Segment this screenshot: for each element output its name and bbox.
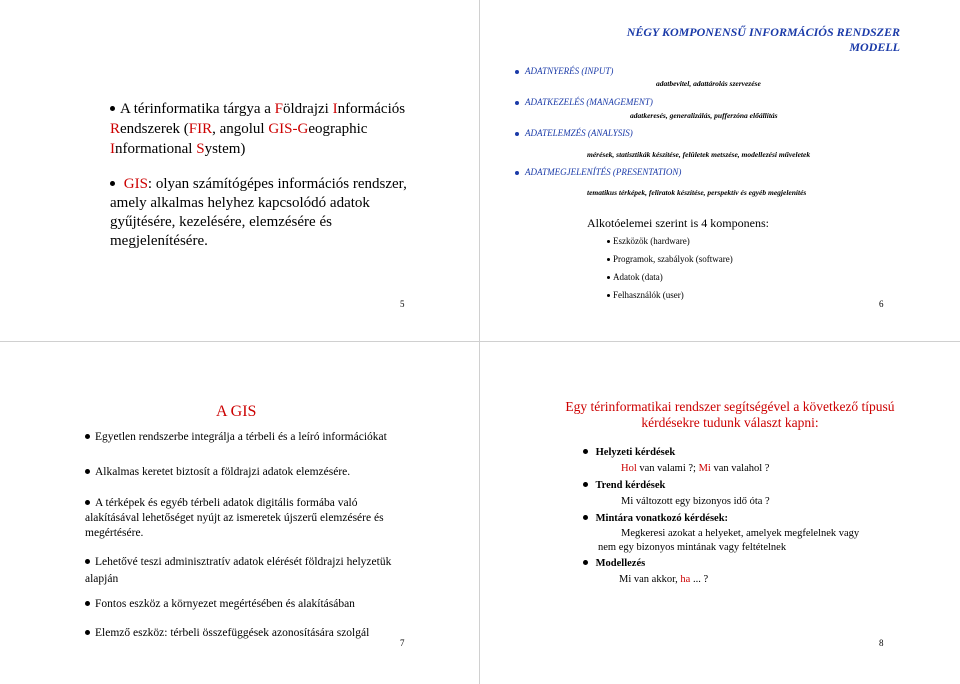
text: A térképek és egyéb térbeli adatok digitális formába való: [95, 497, 358, 509]
text: alakításával lehetőséget nyújt az ismeretek újszerű elemzésére és: [85, 512, 384, 524]
text: ystem): [204, 141, 246, 157]
slide7-bullet-1: [85, 431, 387, 443]
text: Egyetlen rendszerbe integrálja a térbeli és a leíró információkat: [95, 431, 387, 443]
bullet-icon: [607, 294, 610, 297]
slide7-bullet-3: [85, 496, 384, 541]
slide8-q2-heading: [583, 480, 665, 491]
bullet-icon: [607, 240, 610, 243]
slide7-bullet-5: [85, 598, 355, 610]
slide6-component-2: [607, 254, 733, 264]
slide7-bullet-6: [85, 627, 369, 639]
slide8-q3-text-2: nem egy bizonyos mintának vagy feltételnek: [598, 542, 787, 553]
bullet-icon: [583, 515, 588, 520]
bullet-icon: [583, 482, 588, 487]
slide6-item-1: [515, 66, 613, 76]
bullet-icon: [85, 630, 90, 635]
bullet-icon: [85, 500, 90, 505]
slide8-title: [540, 399, 920, 431]
text: : olyan számítógépes információs rendszer,: [147, 176, 407, 192]
slide6-item-3: [515, 128, 633, 138]
text: Alkalmas keretet biztosít a földrajzi adatok elemzésére.: [95, 466, 351, 478]
page-number: 8: [879, 638, 884, 648]
text: GIS-G: [268, 121, 309, 137]
slide6-component-1: [607, 236, 690, 246]
text: nformációs: [337, 101, 406, 117]
slide7-bullet-2: [85, 466, 350, 478]
bullet-icon: [110, 181, 115, 186]
text: Fontos eszköz a környezet megértésében és alakításában: [95, 598, 355, 610]
slide5-bullet-2: [110, 175, 470, 251]
slide8-q3-heading: [583, 513, 728, 524]
text: eographic: [308, 121, 368, 137]
slide7-title: A GIS: [216, 403, 257, 420]
text: ADATELEMZÉS (ANALYSIS): [525, 128, 633, 138]
text: ADATKEZELÉS (MANAGEMENT): [525, 97, 653, 107]
text: alapján: [85, 573, 119, 585]
slide6-item-4-desc: tematikus térképek, feliratok készítése, perspektív és egyéb megjelenítés: [587, 188, 807, 197]
slide-5: [0, 0, 479, 341]
slide6-component-3: [607, 272, 663, 282]
text: megjelenítésére.: [110, 233, 208, 249]
text: Adatok (data): [613, 272, 663, 282]
text: Programok, szabályok (software): [613, 254, 733, 264]
slide8-q3-text-1: Megkeresi azokat a helyeket, amelyek megfelelnek vagy: [621, 528, 860, 539]
text: Trend kérdések: [595, 480, 666, 491]
text: S: [196, 141, 205, 157]
text: F: [274, 101, 284, 117]
text: van valahol ?: [710, 463, 770, 474]
text: ADATMEGJELENÍTÉS (PRESENTATION): [525, 167, 682, 177]
text: Egy térinformatikai rendszer segítségével a következő típusú: [565, 399, 895, 414]
bullet-icon: [515, 70, 519, 74]
text: I: [110, 141, 115, 157]
text: I: [332, 101, 338, 117]
slide6-component-4: [607, 290, 684, 300]
page-number: 6: [879, 299, 884, 309]
slide-8: [480, 342, 960, 684]
text: Mi: [698, 463, 711, 474]
bullet-icon: [85, 469, 90, 474]
bullet-icon: [607, 258, 610, 261]
slide8-q4-text: [619, 574, 708, 585]
text: FIR: [188, 121, 213, 137]
text: GIS: [123, 176, 148, 192]
slide8-q4-heading: [583, 558, 645, 569]
bullet-icon: [515, 101, 519, 105]
slide8-q1-text: [621, 463, 769, 474]
bullet-icon: [85, 601, 90, 606]
text: Modellezés: [595, 558, 646, 569]
slide6-components-title: Alkotóelemei szerint is 4 komponens:: [587, 216, 769, 230]
text: megértésére.: [85, 527, 144, 539]
bullet-icon: [583, 560, 588, 565]
text: gyűjtésére, kezelésére, elemzésére és: [110, 214, 332, 230]
slide6-item-2: [515, 97, 653, 107]
text: Elemző eszköz: térbeli összefüggések azonosítására szolgál: [95, 627, 370, 639]
text: NÉGY KOMPONENSŰ INFORMÁCIÓS RENDSZER: [626, 25, 900, 39]
text: kérdésekre tudunk választ kapni:: [641, 415, 819, 430]
bullet-icon: [583, 449, 588, 454]
text: Helyzeti kérdések: [595, 447, 676, 458]
text: van valami ?;: [636, 463, 699, 474]
text: A térinformatika tárgya a: [120, 101, 275, 117]
text: amely alkalmas helyhez kapcsolódó adatok: [110, 195, 370, 211]
slide6-title: [540, 25, 900, 55]
text: Lehetővé teszi adminisztratív adatok elérését földrajzi helyzetük: [95, 556, 392, 568]
page-number: 7: [400, 638, 405, 648]
slide-6: [480, 0, 960, 341]
slide6-item-2-desc: adatkeresés, generalizálás, pufferzóna előállítás: [630, 111, 778, 120]
text: Mi van akkor,: [619, 574, 681, 585]
text: öldrajzi: [283, 101, 333, 117]
slide6-item-3-desc: mérések, statisztikák készítése, felületek metszése, modellezési műveletek: [587, 150, 811, 159]
slide8-q1-heading: [583, 447, 675, 458]
text: ha: [680, 574, 691, 585]
text: Hol: [621, 463, 637, 474]
slide6-item-4: [515, 167, 681, 177]
text: MODELL: [849, 40, 900, 54]
page-number: 5: [400, 299, 405, 309]
slide7-bullet-4: [85, 554, 391, 588]
bullet-icon: [607, 276, 610, 279]
bullet-icon: [515, 171, 519, 175]
bullet-icon: [515, 132, 519, 136]
text: ... ?: [690, 574, 709, 585]
slide6-item-1-desc: adatbevitel, adattárolás szervezése: [656, 79, 761, 88]
text: endszerek (: [120, 121, 189, 137]
bullet-icon: [85, 559, 90, 564]
bullet-icon: [85, 434, 90, 439]
slide8-q2-text: Mi változott egy bizonyos idő óta ?: [621, 496, 770, 507]
bullet-icon: [110, 106, 115, 111]
text: , angolul: [212, 121, 269, 137]
text: ADATNYERÉS (INPUT): [525, 66, 614, 76]
text: Felhasználók (user): [613, 290, 684, 300]
text: Eszközök (hardware): [613, 236, 690, 246]
slide-7: [0, 342, 479, 684]
text: Mintára vonatkozó kérdések:: [595, 513, 729, 524]
slide5-bullet-1: [110, 99, 450, 159]
text: R: [110, 121, 121, 137]
text: nformational: [115, 141, 197, 157]
